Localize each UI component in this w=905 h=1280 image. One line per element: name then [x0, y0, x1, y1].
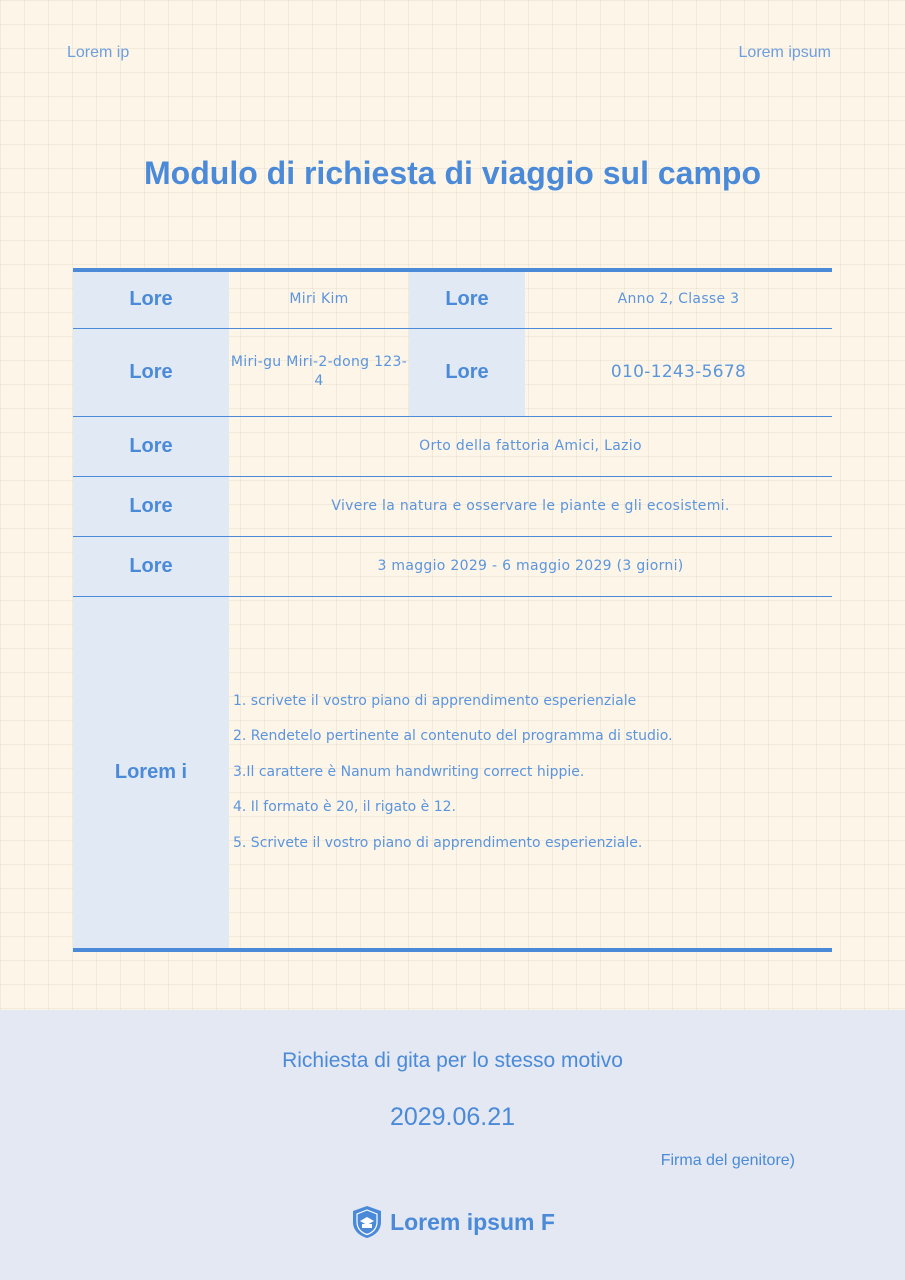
plan-label: Lorem i — [73, 596, 229, 950]
phone-label: Lore — [409, 328, 525, 416]
destination-label: Lore — [73, 416, 229, 476]
plan-instruction-item: 5. Scrivete il vostro piano di apprendimento esperienziale. — [233, 834, 643, 851]
school-shield-icon — [350, 1204, 384, 1240]
plan-instruction-item: 1. scrivete il vostro piano di apprendimento esperienziale — [233, 692, 637, 709]
plan-instructions-list — [229, 684, 832, 862]
address-value[interactable]: Miri-gu Miri-2-dong 123-4 — [229, 328, 409, 416]
purpose-value[interactable]: Vivere la natura e osservare le piante e gli ecosistemi. — [229, 476, 832, 536]
name-value[interactable]: Miri Kim — [229, 270, 409, 328]
school-brand — [0, 1204, 905, 1240]
header-right-text: Lorem ipsum — [738, 44, 831, 61]
request-form-table — [73, 268, 832, 952]
form-row-purpose — [73, 476, 832, 536]
form-row-address-phone — [73, 328, 832, 416]
request-date: 2029.06.21 — [389, 1103, 516, 1131]
form-row-name-class — [73, 270, 832, 328]
purpose-label: Lore — [73, 476, 229, 536]
class-label: Lore — [409, 270, 525, 328]
period-value[interactable]: 3 maggio 2029 - 6 maggio 2029 (3 giorni) — [229, 536, 832, 596]
brand-name: Lorem ipsum F — [390, 1208, 555, 1235]
destination-value[interactable]: Orto della fattoria Amici, Lazio — [229, 416, 832, 476]
plan-instruction-item: 2. Rendetelo pertinente al contenuto del programma di studio. — [233, 728, 673, 744]
plan-instruction-item: 3.Il carattere è Nanum handwriting correct hippie. — [233, 763, 585, 780]
phone-value[interactable]: 010-1243-5678 — [525, 328, 832, 416]
plan-instruction-item: 4. Il formato è 20, il rigato è 12. — [233, 799, 456, 815]
header-left-text: Lorem ip — [67, 44, 130, 61]
address-label: Lore — [73, 328, 229, 416]
parent-signature-label: Firma del genitore) — [660, 1152, 795, 1169]
period-label: Lore — [73, 536, 229, 596]
plan-value[interactable] — [229, 596, 832, 950]
form-row-period — [73, 536, 832, 596]
class-value[interactable]: Anno 2, Classe 3 — [525, 270, 832, 328]
page-title: Modulo di richiesta di viaggio sul campo — [144, 155, 761, 191]
form-row-plan — [73, 596, 832, 950]
repeat-request-text: Richiesta di gita per lo stesso motivo — [282, 1049, 623, 1072]
form-row-destination — [73, 416, 832, 476]
name-label: Lore — [73, 270, 229, 328]
